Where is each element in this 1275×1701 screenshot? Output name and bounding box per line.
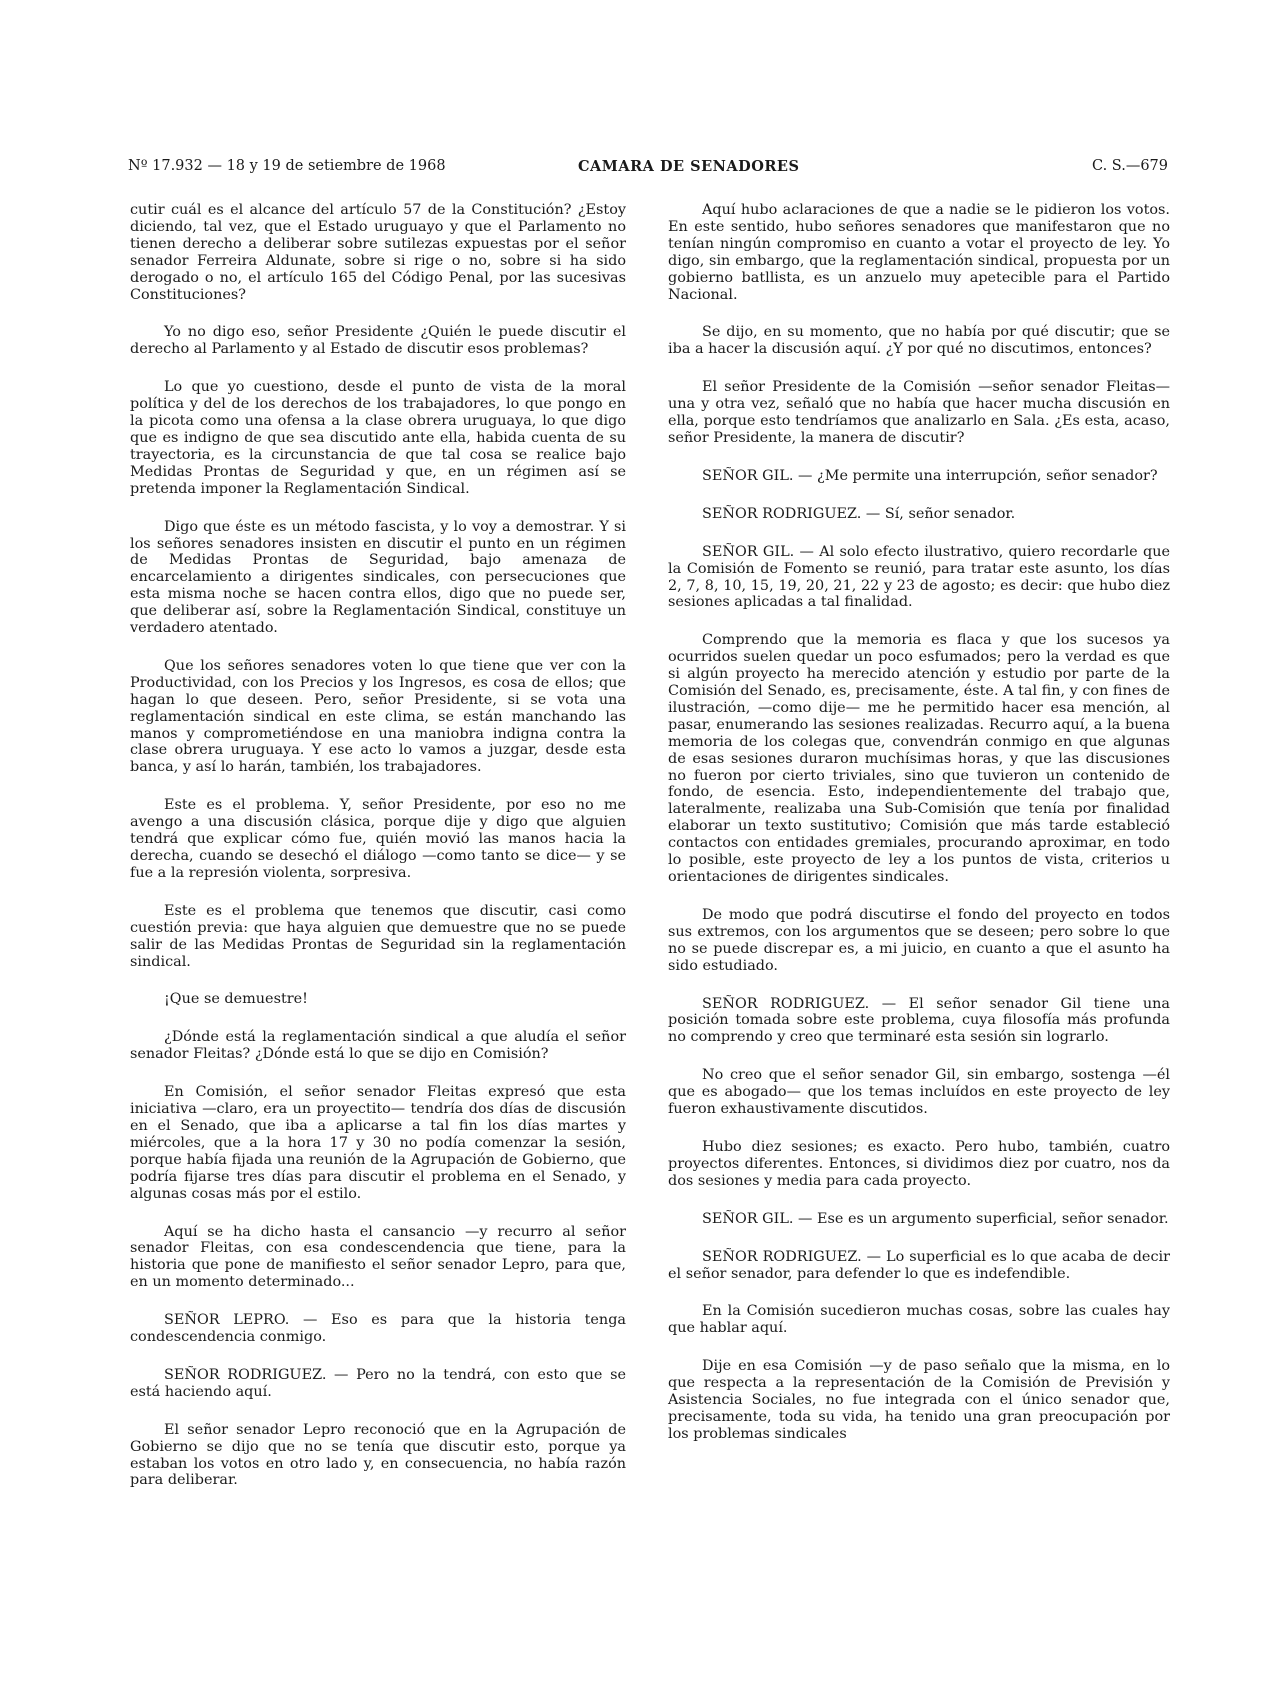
paragraph: SEÑOR RODRIGUEZ. — Lo superficial es lo que acaba de decir el señor senador, para defender lo que es indefendible. [668, 1248, 1170, 1282]
paragraph: El señor senador Lepro reconoció que en la Agrupación de Gobierno se dijo que no se tenía que discutir esto, porque ya estaban los votos en otro lado y, en consecuencia, no había razón para deliberar. [130, 1421, 626, 1489]
paragraph: SEÑOR GIL. — Al solo efecto ilustrativo, quiero recordarle que la Comisión de Fomento se reunió, para tratar este asunto, los días 2, 7, 8, 10, 15, 19, 20, 21, 22 y 23 de agosto; es decir: que hubo diez sesiones aplicadas a tal finalidad. [668, 543, 1170, 611]
paragraph: El señor Presidente de la Comisión —señor senador Fleitas— una y otra vez, señaló que no había que hacer mucha discusión en ella, porque esto tendríamos que analizarlo en Sala. ¿Es esta, acaso, señor Presidente, la manera de discutir? [668, 379, 1170, 446]
paragraph: Aquí hubo aclaraciones de que a nadie se le pidieron los votos. En este sentido, hubo señores senadores que manifestaron que no tenían ningún compromiso en cuanto a votar el proyecto de ley. Yo digo, sin embargo, que la reglamentación sindical, propuesta por un gobierno batllista, es un anzuelo muy apetecible para el Partido Nacional. [668, 202, 1170, 303]
paragraph: En Comisión, el señor senador Fleitas expresó que esta iniciativa —claro, era un proyectito— tendría dos días de discusión en el Senado, que iba a aplicarse a tal fin los días martes y miércoles, que a la hora 17 y 30 no podía comenzar la sesión, porque había fijada una reunión de la Agrupación de Gobierno, que podría fijarse tres días para discutir el problema en el Senado, y algunas cosas más por el estilo. [130, 1084, 626, 1202]
right-column [668, 202, 1170, 1443]
paragraph: SEÑOR GIL. — ¿Me permite una interrupción, señor senador? [702, 467, 1158, 484]
paragraph: Este es el problema que tenemos que discutir, casi como cuestión previa: que haya alguien que demuestre que no se puede salir de las Medidas Prontas de Seguridad sin la reglamentación sindical. [130, 902, 626, 970]
paragraph: En la Comisión sucedieron muchas cosas, sobre las cuales hay que hablar aquí. [668, 1303, 1170, 1337]
chamber-title: CAMARA DE SENADORES [578, 158, 800, 175]
paragraph: Que los señores senadores voten lo que tiene que ver con la Productividad, con los Precios y los Ingresos, es cosa de ellos; que hagan lo que deseen. Pero, señor Presidente, si se vota una reglamentación sindical en este clima, se están manchando las manos y comprometiéndose en una maniobra indigna contra la clase obrera uruguaya. Y ese acto lo vamos a juzgar, desde esta banca, y así lo harán, también, los trabajadores. [130, 657, 626, 776]
paragraph: Aquí se ha dicho hasta el cansancio —y recurro al señor senador Fleitas, con esa condescendencia que tiene, para la historia que pone de manifiesto el señor senador Lepro, para que, en un momento determinado... [130, 1223, 626, 1291]
paragraph: ¡Que se demuestre! [164, 991, 308, 1008]
left-column [130, 202, 626, 1510]
paragraph: SEÑOR RODRIGUEZ. — El señor senador Gil tiene una posición tomada sobre este problema, cuya filosofía más profunda no comprendo y creo que terminaré esta sesión sin lograrlo. [668, 995, 1170, 1046]
paragraph: SEÑOR LEPRO. — Eso es para que la historia tenga condescendencia conmigo. [130, 1312, 626, 1346]
paragraph: Digo que éste es un método fascista, y lo voy a demostrar. Y si los señores senadores insisten en discutir el punto en un régimen de Medidas Prontas de Seguridad, bajo amenaza de encarcelamiento a dirigentes sindicales, con persecuciones que esta misma noche se hacen contra ellos, digo que no puede ser, que deliberar así, sobre la Reglamentación Sindical, constituye un verdadero atentado. [130, 518, 626, 637]
paragraph: cutir cuál es el alcance del artículo 57 de la Constitución? ¿Estoy diciendo, tal vez, que el Estado uruguayo y que el Parlamento no tienen derecho a deliberar sobre sutilezas expuestas por el señor senador Ferreira Aldunate, sobre si rige o no, sobre si ha sido derogado o no, el artículo 165 del Código Penal, por las sucesivas Constituciones? [130, 202, 626, 303]
paragraph: No creo que el señor senador Gil, sin embargo, sostenga —él que es abogado— que los temas incluídos en este proyecto de ley fueron exhaustivamente discutidos. [668, 1067, 1170, 1118]
paragraph: SEÑOR RODRIGUEZ. — Pero no la tendrá, con esto que se está haciendo aquí. [130, 1366, 626, 1400]
paragraph: Dije en esa Comisión —y de paso señalo que la misma, en lo que respecta a la representación de la Comisión de Previsión y Asistencia Sociales, no fue integrada con el único senador que, precisamente, toda su vida, ha tenido una gran preocupación por los problemas sindicales [668, 1358, 1170, 1442]
paragraph: Yo no digo eso, señor Presidente ¿Quién le puede discutir el derecho al Parlamento y al Estado de discutir esos problemas? [130, 324, 626, 358]
paragraph: Lo que yo cuestiono, desde el punto de vista de la moral política y del de los derechos de los trabajadores, lo que pongo en la picota como una ofensa a la clase obrera uruguaya, lo que digo que es indigno de que sea discutido ante ella, habida cuenta de su trayectoria, es la circunstancia de que tal cosa se realice bajo Medidas Prontas de Seguridad y que, en un régimen así se pretenda imponer la Reglamentación Sindical. [130, 379, 626, 497]
page-header [128, 158, 1168, 178]
paragraph: SEÑOR GIL. — Ese es un argumento superficial, señor senador. [702, 1210, 1169, 1227]
paragraph: Comprendo que la memoria es flaca y que los sucesos ya ocurridos suelen quedar un poco esfumados; pero la verdad es que si algún proyecto ha merecido atención y estudio por parte de la Comisión del Senado, es, precisamente, éste. A tal fin, y con fines de ilustración, —como dije— me he permitido hacer esa mención, al pasar, enumerando las sesiones realizadas. Recurro aquí, a la buena memoria de los colegas que, convendrán conmigo en que algunas de esas sesiones duraron muchísimas horas, y que las discusiones no fueron por cierto triviales, sino que tuvieron un contenido de fondo, de esencia. Esto, independientemente del trabajo que, lateralmente, realizaba una Sub-Comisión que tenía por finalidad elaborar un texto sustitutivo; Comisión que más tarde estableció contactos con entidades gremiales, procurando aproximar, en todo lo posible, este proyecto de ley a los puntos de vista, criterios u orientaciones de dirigentes sindicales. [668, 632, 1170, 885]
paragraph: Se dijo, en su momento, que no había por qué discutir; que se iba a hacer la discusión aquí. ¿Y por qué no discutimos, entonces? [668, 324, 1170, 358]
paragraph: De modo que podrá discutirse el fondo del proyecto en todos sus extremos, con los argumentos que se deseen; pero sobre lo que no se puede discrepar es, a mi juicio, en cuanto a que el asunto ha sido estudiado. [668, 906, 1170, 974]
paragraph: Hubo diez sesiones; es exacto. Pero hubo, también, cuatro proyectos diferentes. Entonces, si dividimos diez por cuatro, nos da dos sesiones y media para cada proyecto. [668, 1138, 1170, 1189]
paragraph: SEÑOR RODRIGUEZ. — Sí, señor senador. [702, 505, 1016, 522]
issue-info: Nº 17.932 — 18 y 19 de setiembre de 1968 [128, 158, 446, 174]
page-number: C. S.—679 [1092, 158, 1168, 174]
paragraph: ¿Dónde está la reglamentación sindical a que aludía el señor senador Fleitas? ¿Dónde está lo que se dijo en Comisión? [130, 1029, 626, 1063]
paragraph: Este es el problema. Y, señor Presidente, por eso no me avengo a una discusión clásica, porque dije y digo que alguien tendrá que explicar cómo fue, quién movió las manos hacia la derecha, cuando se desechó el diálogo —como tanto se dice— y se fue a la represión violenta, sorpresiva. [130, 797, 626, 881]
